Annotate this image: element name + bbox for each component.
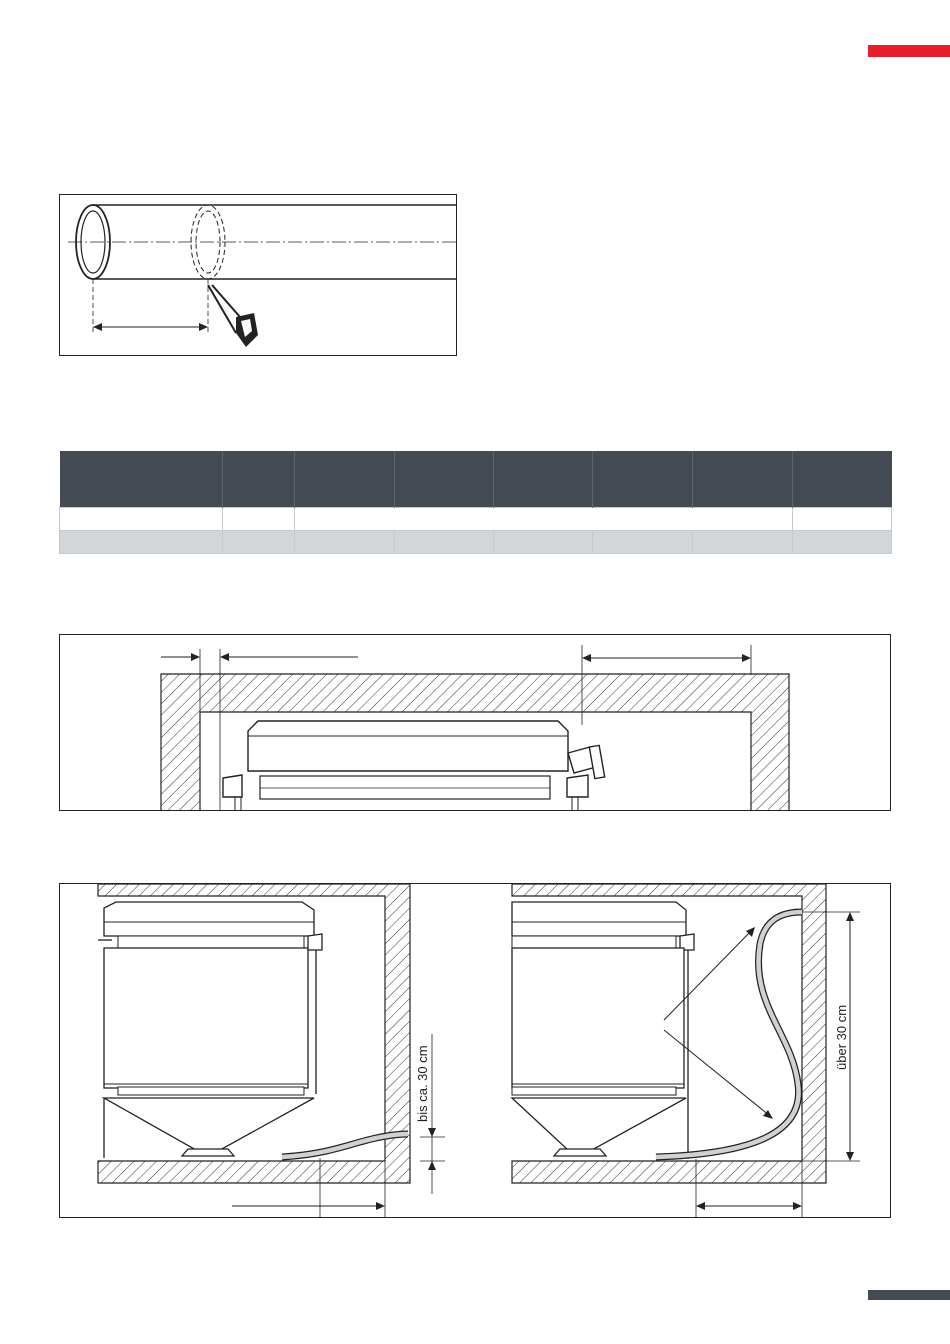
table-header-row: [60, 451, 892, 508]
table-cell: [494, 531, 593, 554]
table-cell: [295, 531, 395, 554]
table-row: [60, 531, 892, 554]
table-cell: [60, 508, 223, 531]
table-header-cell: [395, 451, 494, 508]
page-tab-dark: [868, 1290, 950, 1300]
table-cell-merged: [295, 508, 793, 531]
table-cell: [693, 531, 793, 554]
installation-top-view: [59, 634, 891, 811]
table-header-cell: [60, 451, 223, 508]
machine-outline: [223, 721, 605, 811]
table-cell: [395, 531, 494, 554]
spec-table: [59, 451, 892, 554]
table-cell: [223, 531, 295, 554]
table-header-cell: [295, 451, 395, 508]
left-height-label: bis ca. 30 cm: [415, 1045, 430, 1122]
table-header-cell: [494, 451, 593, 508]
table-header-cell: [793, 451, 892, 508]
page-tab-red: [868, 45, 950, 57]
table-cell: [60, 531, 223, 554]
left-machine: [98, 902, 322, 1158]
table-cell: [223, 508, 295, 531]
hacksaw-icon: [208, 285, 258, 347]
right-height-label: über 30 cm: [834, 1004, 849, 1070]
table-header-cell: [593, 451, 693, 508]
table-header-cell: [223, 451, 295, 508]
table-cell: [793, 531, 892, 554]
table-row: [60, 508, 892, 531]
table-cell: [793, 508, 892, 531]
table-header-cell: [693, 451, 793, 508]
table-cell: [593, 531, 693, 554]
installation-side-view: [59, 883, 891, 1218]
right-machine: [512, 902, 694, 1159]
pipe-cutting-figure: [59, 194, 457, 356]
